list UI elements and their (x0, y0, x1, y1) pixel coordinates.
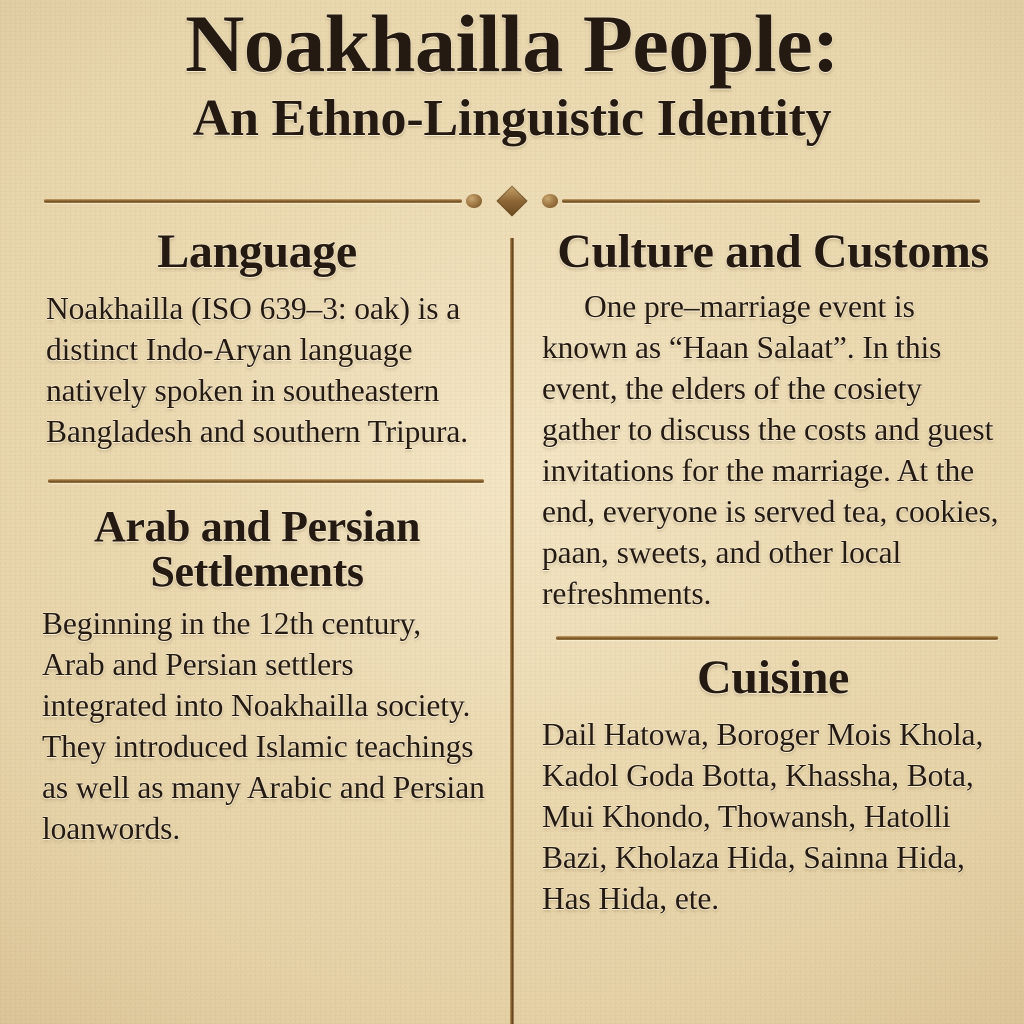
section-heading-cuisine: Cuisine (697, 651, 849, 705)
section-body-cuisine: Dail Hatowa, Boroger Mois Khola, Kadol Goda Botta, Khassha, Bota, Mui Khondo, Thowansh, Hatolli Bazi, Kholaza Hida, Sainna Hida, Has Hida, ete. (542, 717, 984, 917)
section-culture-and-customs (540, 225, 1006, 614)
section-body-culture: One pre–marriage event is known as “Haan Salaat”. In this event, the elders of the cosiety gather to discuss the costs and guest invitations for the marriage. At the end, everyone is served tea, cookies, paan, sweets, and other local refreshments. (542, 288, 999, 611)
ornamental-divider (44, 190, 980, 212)
section-heading-settlements-line1: Arab and Persian (93, 501, 421, 551)
section-heading-settlements (24, 501, 490, 596)
section-heading-culture: Culture and Customs (557, 225, 989, 278)
section-heading-language: Language (157, 225, 357, 278)
ornament-oval-right (542, 194, 558, 208)
section-divider-right (556, 636, 998, 640)
ornament-line-right (562, 199, 980, 203)
poster-header (0, 0, 1024, 146)
poster-columns (0, 225, 1024, 1024)
section-divider-left (48, 479, 484, 483)
right-column (540, 225, 1006, 1024)
section-cuisine (540, 651, 1006, 920)
section-body-language: Noakhailla (ISO 639–3: oak) is a distinct Indo-Aryan language natively spoken in southeastern Bangladesh and southern Tripura. (46, 290, 469, 449)
section-language (24, 225, 490, 453)
left-column (24, 225, 490, 1024)
ornament-diamond-icon (496, 185, 527, 216)
ornament-line-left (44, 199, 462, 203)
section-arab-persian-settlements (24, 501, 490, 850)
section-body-settlements: Beginning in the 12th century, Arab and Persian settlers integrated into Noakhailla society. They introduced Islamic teachings as well as many Arabic and Persian loanwords. (42, 606, 485, 847)
ornament-oval-left (466, 194, 482, 208)
section-heading-settlements-line2: Settlements (150, 546, 364, 596)
page-subtitle: An Ethno-Linguistic Identity (192, 89, 832, 147)
page-title: Noakhailla People: (185, 0, 839, 89)
